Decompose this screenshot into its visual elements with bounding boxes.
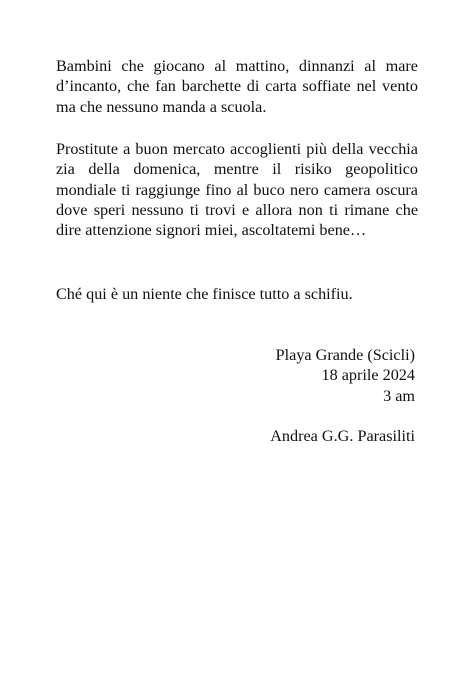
signature-time: 3 am: [383, 386, 415, 405]
poem-stanza-1: Bambini che giocano al mattino, dinnanzi al mare d’incanto, che fan barchette di carta soffiate nel vento ma che nessuno manda a scuola.: [56, 57, 418, 116]
poem-stanza-2: Prostitute a buon mercato accoglienti più della vecchia zia della domenica, mentre il risiko geopolitico mondiale ti raggiunge fino al buco nero camera oscura dove speri nessuno ti trovi e allora non ti rimane che dire attenzione signori miei, ascoltatemi bene…: [56, 140, 418, 240]
poem-stanza-3: Ché qui è un niente che finisce tutto a schifiu.: [56, 285, 353, 303]
signature-place: Playa Grande (Scicli): [275, 346, 415, 364]
signature-author: Andrea G.G. Parasiliti: [270, 426, 415, 445]
signature-date: 18 aprile 2024: [321, 366, 415, 385]
signature-block: [270, 345, 415, 446]
